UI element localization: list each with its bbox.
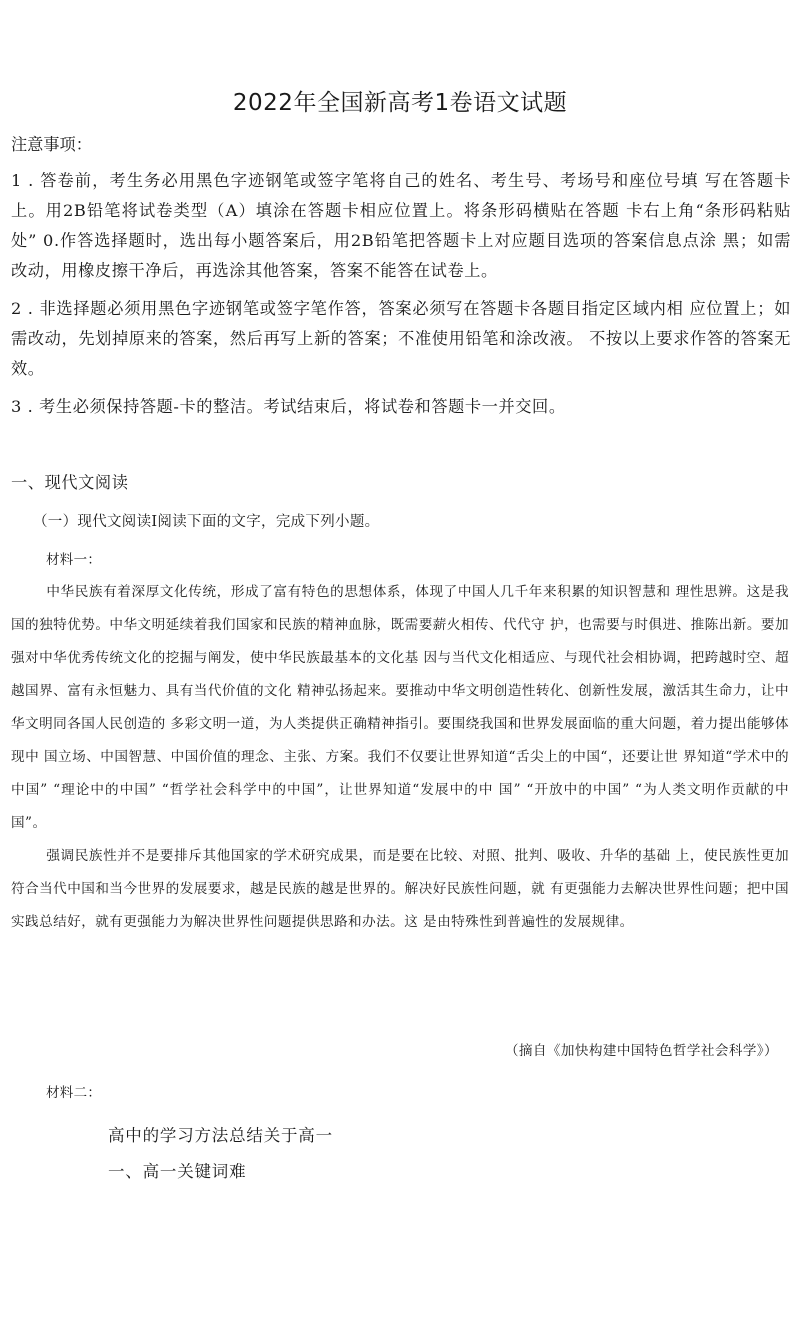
notice-item-1: 1 . 答卷前，考生务必用黑色字迹钢笔或签字笔将自己的姓名、考生号、考场号和座位号填 写在答题卡上。用2B铅笔将试卷类型（A）填涂在答题卡相应位置上。将条形码横贴在答题 卡右上角“条形码粘贴处” 0.作答选择题时，选出每小题答案后，用2B铅笔把答题卡上对应题目选项的答案信息点涂 黑；如需改动，用橡皮擦干净后，再选涂其他答案，答案不能答在试卷上。: [11, 171, 791, 280]
notice-section: [11, 130, 791, 430]
material-2-label: 材料二：: [46, 1085, 102, 1101]
material-1-body: [11, 576, 789, 939]
material-1-label: 材料一：: [46, 552, 102, 568]
material-1-paragraph: 强调民族性并不是要排斥其他国家的学术研究成果，而是要在比较、对照、批判、吸收、升华的基础 上，使民族性更加符合当代中国和当今世界的发展要求，越是民族的越是世界的。解决好民族性问题，就 有更强能力去解决世界性问题；把中国实践总结好，就有更强能力为解决世界性问题提供思路和办法。这 是由特殊性到普遍性的发展规律。: [11, 848, 789, 930]
extra-line-2: 一、高一关键词难: [108, 1162, 247, 1181]
material-1-source: （摘自《加快构建中国特色哲学社会科学》）: [504, 1043, 778, 1059]
notice-heading: 注意事项：: [11, 135, 92, 154]
notice-item-2: 2 . 非选择题必须用黑色字迹钢笔或签字笔作答，答案必须写在答题卡各题目指定区域内相 应位置上；如需改动，先划掉原来的答案，然后再写上新的答案；不准使用铅笔和涂改液。 不按以上要求作答的答案无效。: [11, 299, 791, 378]
page-title: 2022年全国新高考1卷语文试题: [232, 90, 568, 116]
material-1-paragraph: 中华民族有着深厚文化传统，形成了富有特色的思想体系，体现了中国人几千年来积累的知识智慧和 理性思辨。这是我国的独特优势。中华文明延续着我们国家和民族的精神血脉，既需要薪火相传、代代守 护，也需要与时俱进、推陈出新。要加强对中华优秀传统文化的挖掘与阐发，使中华民族最基本的文化基 因与当代文化相适应、与现代社会相协调，把跨越时空、超越国界、富有永恒魅力、具有当代价值的文化 精神弘扬起来。要推动中华文明创造性转化、创新性发展，激活其生命力，让中华文明同各国人民创造的 多彩文明一道，为人类提供正确精神指引。要围绕我国和世界发展面临的重大问题，着力提出能够体现中 国立场、中国智慧、中国价值的理念、主张、方案。我们不仅要让世界知道“舌尖上的中国“，还要让世 界知道“学术中的中国” “理论中的中国” “哲学社会科学中的中国”，让世界知道“发展中的中 国” “开放中的中国” “为人类文明作贡献的中国”。: [11, 584, 789, 831]
extra-line-1: 高中的学习方法总结关于高一: [108, 1126, 333, 1145]
section-heading-reading: 一、现代文阅读: [11, 473, 129, 492]
subsection-heading-reading-1: （一）现代文阅读I阅读下面的文字，完成下列小题。: [33, 514, 380, 530]
notice-item-3: 3 . 考生必须保持答题-卡的整洁。考试结束后，将试卷和答题卡一并交回。: [11, 397, 566, 416]
